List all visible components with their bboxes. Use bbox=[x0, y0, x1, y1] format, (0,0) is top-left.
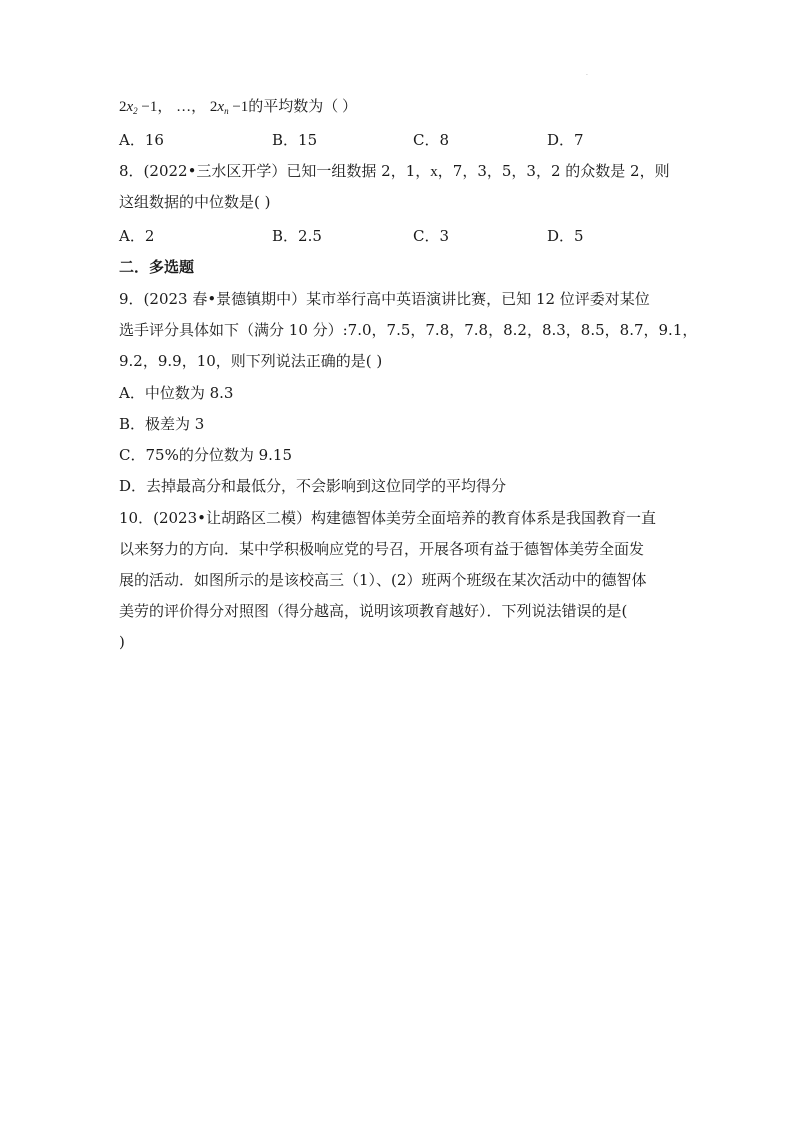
q9-stem-line-2: 选手评分具体如下（满分 10 分）:7.0，7.5，7.8，7.8，8.2，8.3，8.5，8.7，9.1， bbox=[119, 321, 698, 339]
q8-option-a[interactable]: A．2 bbox=[119, 227, 155, 245]
q8-variable-x: x bbox=[430, 164, 438, 180]
q8-option-c[interactable]: C．3 bbox=[413, 227, 450, 245]
q7-option-b[interactable]: B．15 bbox=[272, 131, 318, 149]
q10-stem-line-1: 10．(2023•让胡路区二模）构建德智体美劳全面培养的教育体系是我国教育一直 bbox=[119, 509, 656, 527]
q8-option-b[interactable]: B．2.5 bbox=[272, 227, 322, 245]
q7-ellipsis: …， bbox=[172, 99, 210, 115]
q10-stem-line-5: ) bbox=[119, 633, 125, 651]
q8-stem-line-1: 8．(2022•三水区开学）已知一组数据 2，1，x，7，3，5，3，2 的众数是 2，则 bbox=[119, 162, 670, 180]
section-heading-multiple-choice: 二．多选题 bbox=[119, 258, 195, 276]
q9-option-d[interactable]: D．去掉最高分和最低分，不会影响到这位同学的平均得分 bbox=[119, 477, 507, 495]
q7-option-c[interactable]: C．8 bbox=[413, 131, 450, 149]
q7-term2: $2x_2 -1$， bbox=[119, 99, 173, 116]
q9-option-c[interactable]: C．75%的分位数为 9.15 bbox=[119, 446, 292, 464]
q9-stem-line-1: 9．(2023 春•景德镇期中）某市举行高中英语演讲比赛，已知 12 位评委对某位 bbox=[119, 290, 650, 308]
q7-option-a[interactable]: A．16 bbox=[119, 131, 164, 149]
q7-stem-continuation bbox=[119, 97, 357, 121]
page-mark: · bbox=[586, 72, 588, 79]
q7-stem-end: 的平均数为（ ） bbox=[248, 99, 358, 115]
q7-termn: $2x_n -1$ bbox=[209, 99, 249, 116]
q10-stem-line-4: 美劳的评价得分对照图（得分越高，说明该项教育越好）．下列说法错误的是( bbox=[119, 602, 628, 620]
q8-option-d[interactable]: D．5 bbox=[547, 227, 584, 245]
q10-stem-line-2: 以来努力的方向．某中学积极响应党的号召，开展各项有益于德智体美劳全面发 bbox=[119, 540, 645, 558]
q8-stem-line-2: 这组数据的中位数是( ) bbox=[119, 193, 271, 211]
q7-option-d[interactable]: D．7 bbox=[547, 131, 584, 149]
q10-stem-line-3: 展的活动．如图所示的是该校高三（1）、(2）班两个班级在某次活动中的德智体 bbox=[119, 571, 647, 589]
q9-option-a[interactable]: A．中位数为 8.3 bbox=[119, 384, 234, 402]
q9-option-b[interactable]: B．极差为 3 bbox=[119, 415, 205, 433]
q9-stem-line-3: 9.2，9.9，10，则下列说法正确的是( ) bbox=[119, 352, 383, 370]
